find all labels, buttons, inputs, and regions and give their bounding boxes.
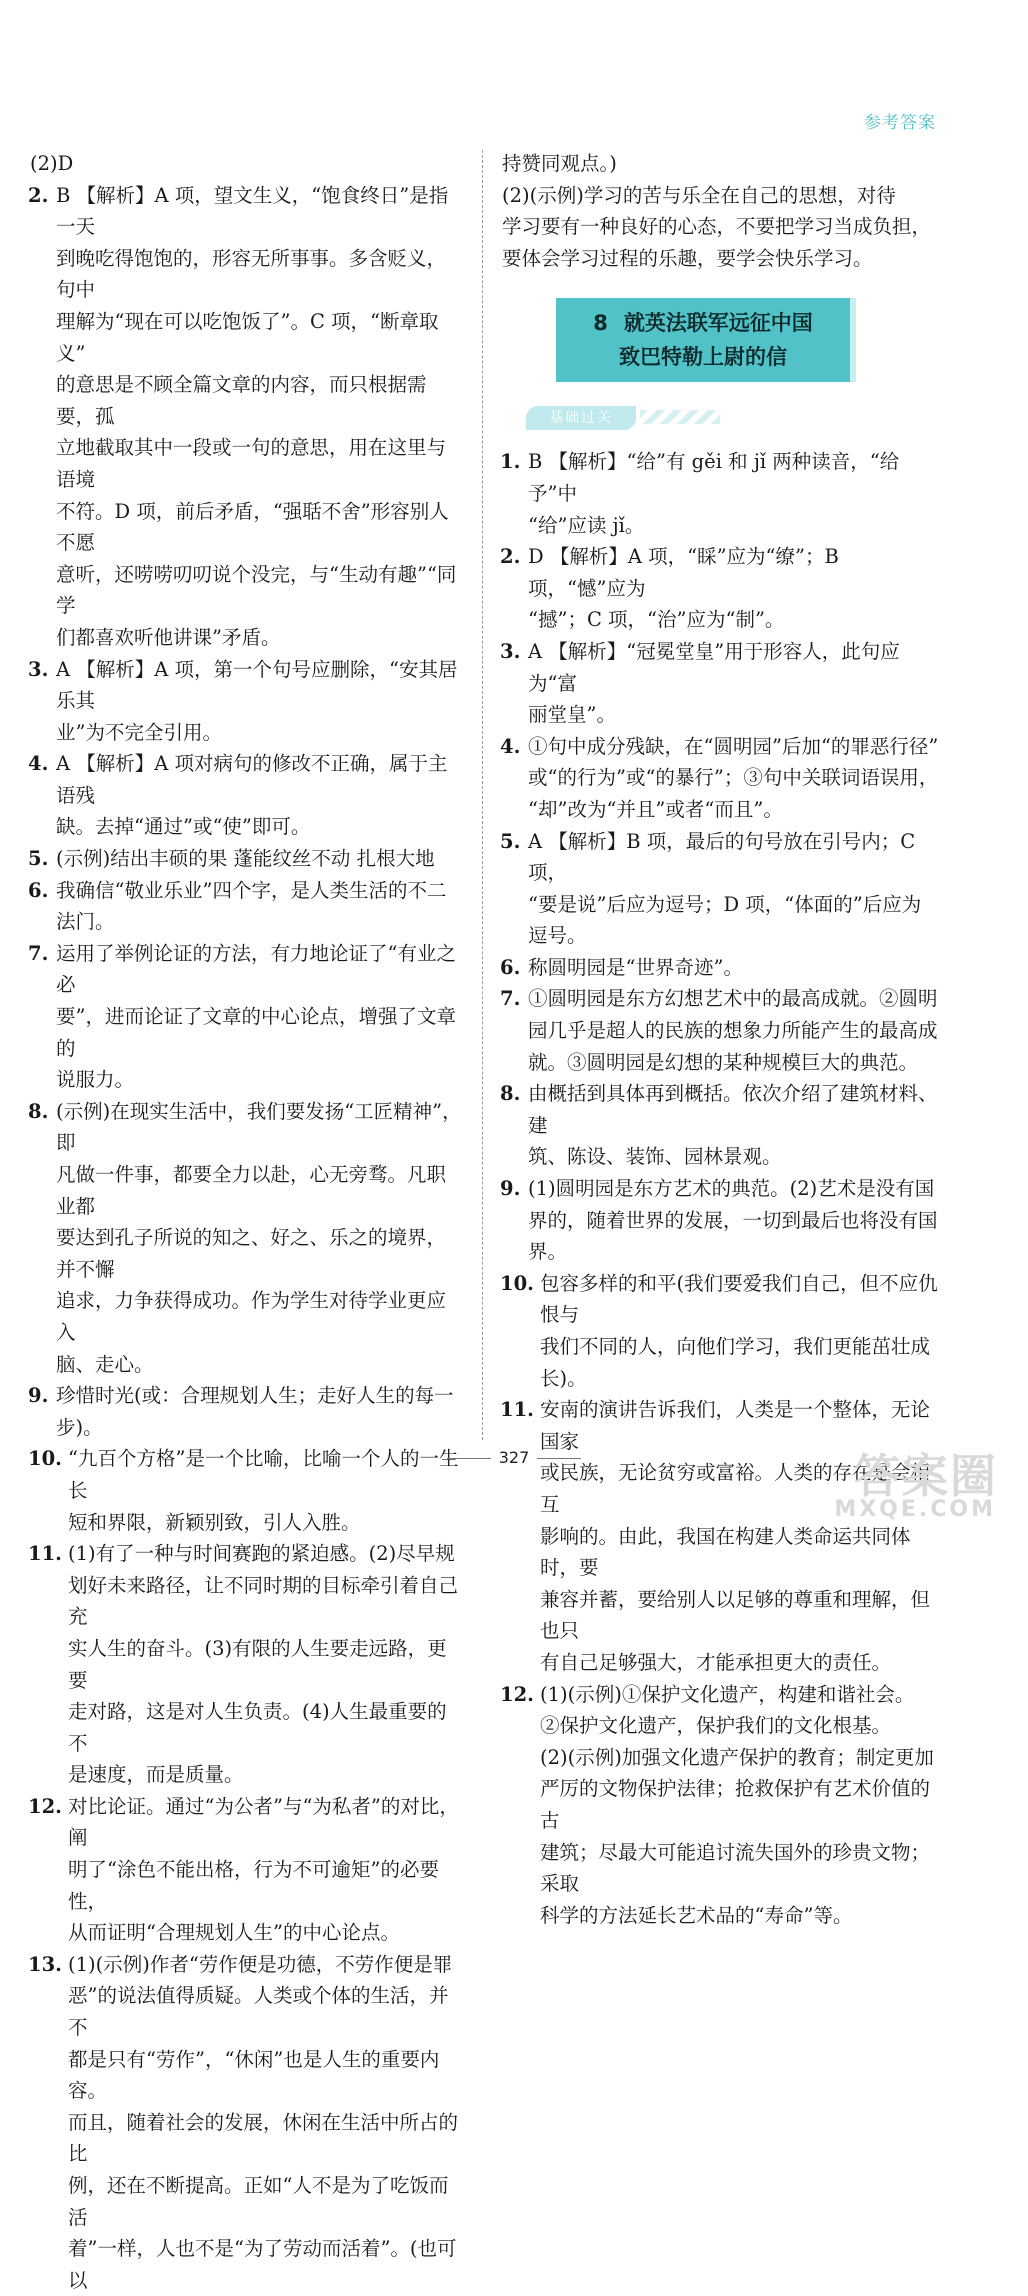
answer-number: 9. bbox=[28, 1384, 49, 1408]
section-title-2: 致巴特勒上尉的信 bbox=[619, 345, 787, 370]
answer-number: 5. bbox=[500, 829, 521, 853]
answer-line: “撼”；C 项，“治”应为“制”。 bbox=[528, 608, 785, 632]
answer-number: 4. bbox=[28, 752, 49, 776]
answer-line: 说服力。 bbox=[56, 1068, 135, 1092]
answer-line: 严厉的文物保护法律；抢救保护有艺术价值的古 bbox=[540, 1777, 931, 1832]
answer-line: 不符。D 项，前后矛盾，“强聒不舍”形容别人不愿 bbox=[56, 499, 449, 555]
right-top-continuation bbox=[500, 148, 940, 274]
answer-number: 12. bbox=[28, 1794, 62, 1818]
answer-line: 我们不同的人，向他们学习，我们更能茁壮成长)。 bbox=[540, 1335, 931, 1390]
answer-line: 要”，进而论证了文章的中心论点，增强了文章的 bbox=[56, 1005, 456, 1060]
answer-line: 法门。 bbox=[56, 910, 115, 934]
page-number-text: 327 bbox=[498, 1448, 530, 1467]
answer-line: 或民族，无论贫穷或富裕。人类的存在是会相互 bbox=[540, 1461, 931, 1516]
watermark-main: 答案圈 bbox=[854, 1449, 998, 1503]
left-answer-item bbox=[28, 1791, 465, 1949]
answer-line: (2)(示例)学习的苦与乐全在自己的思想，对待 bbox=[502, 183, 896, 207]
answer-line: B 【解析】“给”有 gěi 和 jǐ 两种读音，“给予”中 bbox=[528, 450, 900, 505]
section-number: 8 bbox=[593, 311, 608, 336]
answer-number: 13. bbox=[28, 1952, 62, 1976]
answer-line: ②保护文化遗产，保护我们的文化根基。 bbox=[540, 1714, 892, 1738]
right-answer-item bbox=[500, 731, 940, 826]
answer-line: 界的，随着世界的发展，一切到最后也将没有国界。 bbox=[528, 1208, 938, 1264]
answer-number: 5. bbox=[28, 847, 49, 871]
answer-line: 运用了举例论证的方法，有力地论证了“有业之必 bbox=[56, 941, 456, 997]
answer-line: 有自己足够强大，才能承担更大的责任。 bbox=[540, 1650, 892, 1674]
left-answer-item bbox=[28, 875, 465, 938]
right-column bbox=[500, 148, 940, 1931]
left-answer-item bbox=[28, 938, 465, 1096]
answer-line: 就。③圆明园是幻想的某种规模巨大的典范。 bbox=[528, 1050, 919, 1074]
right-top-answer-item bbox=[500, 180, 940, 275]
left-answer-item bbox=[28, 843, 465, 875]
sub-heading-wrap bbox=[500, 400, 940, 440]
answer-line: 的意思是不顾全篇文章的内容，而只根据需要，孤 bbox=[56, 373, 427, 428]
section-title-box bbox=[556, 298, 856, 382]
right-answer-item bbox=[500, 541, 940, 636]
left-answer-item bbox=[28, 748, 465, 843]
answer-line: A 【解析】B 项，最后的句号放在引号内；C 项， bbox=[528, 829, 916, 885]
answer-number: 4. bbox=[500, 734, 521, 758]
answer-line: 由概括到具体再到概括。依次介绍了建筑材料、建 bbox=[528, 1082, 938, 1137]
left-answer-item bbox=[28, 180, 465, 654]
answer-line: 是速度，而是质量。 bbox=[68, 1763, 244, 1787]
answer-line: 学习要有一种良好的心态，不要把学习当成负担， bbox=[502, 215, 932, 239]
answer-line: 我确信“敬业乐业”四个字，是人类生活的不二 bbox=[56, 878, 447, 902]
answer-line: 实人生的奋斗。(3)有限的人生要走远路，更要 bbox=[68, 1636, 447, 1692]
right-answer-item bbox=[500, 1679, 940, 1932]
right-answer-item bbox=[500, 983, 940, 1078]
answer-line: (1)有了一种与时间赛跑的紧迫感。(2)尽早规 bbox=[68, 1542, 455, 1566]
left-answer-item bbox=[28, 1538, 465, 1791]
answer-line: 业”为不完全引用。 bbox=[56, 720, 222, 744]
answer-number: 8. bbox=[500, 1082, 521, 1106]
answer-line: 意听，还唠唠叨叨说个没完，与“生动有趣”“同学 bbox=[56, 562, 457, 618]
answer-line: 凡做一件事，都要全力以赴，心无旁骛。凡职业都 bbox=[56, 1163, 447, 1218]
right-answer-item bbox=[500, 1078, 940, 1173]
answer-line: 脑、走心。 bbox=[56, 1352, 154, 1376]
answer-line: “要是说”后应为逗号；D 项，“体面的”后应为 bbox=[528, 892, 922, 916]
answer-line: 持赞同观点。) bbox=[502, 152, 617, 175]
answer-line: 明了“涂色不能出格，行为不可逾矩”的必要性， bbox=[68, 1858, 439, 1913]
answer-line: 们都喜欢听他讲课”矛盾。 bbox=[56, 625, 281, 649]
answer-number: 12. bbox=[500, 1682, 534, 1706]
answer-line: 筑、陈设、装饰、园林景观。 bbox=[528, 1145, 782, 1169]
answer-line: (1)(示例)①保护文化遗产，构建和谐社会。 bbox=[540, 1682, 915, 1706]
answer-line: 称圆明园是“世界奇迹”。 bbox=[528, 955, 743, 979]
answer-line: ①句中成分残缺，在“圆明园”后加“的罪恶行径” bbox=[528, 734, 939, 758]
answer-line: 丽堂皇”。 bbox=[528, 703, 616, 727]
sub-heading-badge: 基础过关 bbox=[526, 406, 636, 430]
watermark-logo bbox=[816, 1440, 1006, 1522]
answer-number: 11. bbox=[28, 1542, 62, 1566]
answer-line: A 【解析】“冠冕堂皇”用于形容人，此句应为“富 bbox=[528, 639, 900, 695]
answer-line: 安南的演讲告诉我们，人类是一个整体，无论国家 bbox=[540, 1398, 931, 1453]
answer-line: B 【解析】A 项，望文生义，“饱食终日”是指一天 bbox=[56, 183, 449, 239]
right-answer-list bbox=[500, 446, 940, 1931]
answer-line: 逗号。 bbox=[528, 924, 587, 948]
answer-number: 8. bbox=[28, 1099, 49, 1123]
right-answer-item bbox=[500, 826, 940, 952]
answer-number: 9. bbox=[500, 1177, 521, 1201]
answer-number: 10. bbox=[500, 1271, 534, 1295]
answer-line: 科学的方法延长艺术品的“寿命”等。 bbox=[540, 1903, 853, 1927]
answer-line: 兼容并蓄，要给别人以足够的尊重和理解，但也只 bbox=[540, 1587, 931, 1643]
left-answer-item bbox=[28, 1949, 465, 2296]
answer-number: 6. bbox=[500, 955, 521, 979]
answer-line: A 【解析】A 项对病句的修改不正确，属于主语残 bbox=[56, 752, 448, 807]
right-answer-item bbox=[500, 636, 940, 731]
left-answer-item bbox=[28, 1380, 465, 1443]
answer-line: 缺。去掉“通过”或“使”即可。 bbox=[56, 815, 311, 839]
answer-line: 步)。 bbox=[56, 1415, 103, 1439]
answer-line: (1)(示例)作者“劳作便是功德，不劳作便是罪 bbox=[68, 1952, 453, 1976]
column-divider bbox=[482, 150, 483, 1440]
answer-number: 2. bbox=[28, 183, 49, 207]
answer-line: 追求，力争获得成功。作为学生对待学业更应入 bbox=[56, 1289, 447, 1344]
answer-number: 10. bbox=[28, 1447, 62, 1471]
answer-line: 短和界限，新颖别致，引人入胜。 bbox=[68, 1510, 361, 1534]
answer-line: “九百个方格”是一个比喻，比喻一个人的一生长 bbox=[68, 1447, 459, 1502]
answer-line: 包容多样的和平(我们要爱我们自己，但不应仇恨与 bbox=[540, 1271, 938, 1327]
right-answer-item bbox=[500, 1268, 940, 1394]
answer-number: 7. bbox=[500, 987, 521, 1011]
right-answer-item bbox=[500, 446, 940, 541]
answer-line: 建筑；尽最大可能追讨流失国外的珍贵文物；采取 bbox=[540, 1840, 931, 1896]
answer-line: (2)D bbox=[30, 152, 74, 175]
answer-line: 或“的行为”或“的暴行”；③句中关联词语误用， bbox=[528, 766, 939, 790]
answer-line: (1)圆明园是东方艺术的典范。(2)艺术是没有国 bbox=[528, 1177, 935, 1201]
answer-line: 珍惜时光(或：合理规划人生；走好人生的每一 bbox=[56, 1384, 454, 1408]
answer-line: ①圆明园是东方幻想艺术中的最高成就。②圆明 bbox=[528, 987, 938, 1011]
answer-line: 影响的。由此，我国在构建人类命运共同体时，要 bbox=[540, 1524, 911, 1580]
answer-line: A 【解析】A 项，第一个句号应删除，“安其居乐其 bbox=[56, 657, 458, 713]
left-answer-item bbox=[28, 1096, 465, 1380]
answer-line: 例，还在不断提高。正如“人不是为了吃饭而活 bbox=[68, 2174, 449, 2229]
answer-line: 都是只有“劳作”，“休闲”也是人生的重要内容。 bbox=[68, 2047, 440, 2103]
answer-line: (2)(示例)加强文化遗产保护的教育；制定更加 bbox=[540, 1745, 934, 1769]
header-tag: 参考答案 bbox=[864, 113, 936, 133]
answer-line: 走对路，这是对人生负责。(4)人生最重要的不 bbox=[68, 1700, 447, 1755]
answer-number: 3. bbox=[28, 657, 49, 681]
answer-line: 园几乎是超人的民族的想象力所能产生的最高成 bbox=[528, 1019, 938, 1043]
answer-line: “给”应读 jǐ。 bbox=[528, 513, 645, 537]
answer-line: 到晚吃得饱饱的，形容无所事事。多含贬义，句中 bbox=[56, 246, 447, 302]
answer-line: D 【解析】A 项，“睬”应为“缭”；B 项，“憾”应为 bbox=[528, 545, 839, 600]
answer-number: 1. bbox=[500, 450, 521, 474]
answer-line: 要体会学习过程的乐趣，要学会快乐学习。 bbox=[502, 246, 873, 270]
answer-number: 6. bbox=[28, 878, 49, 902]
left-answer-item bbox=[28, 148, 465, 180]
answer-line: 恶”的说法值得质疑。人类或个体的生活，并不 bbox=[68, 1984, 449, 2040]
answer-number: 2. bbox=[500, 545, 521, 569]
answer-line: 理解为“现在可以吃饱饭了”。C 项，“断章取义” bbox=[56, 309, 439, 365]
answer-line: (示例)在现实生活中，我们要发扬“工匠精神”，即 bbox=[56, 1099, 462, 1155]
answer-number: 7. bbox=[28, 941, 49, 965]
answer-line: 划好未来路径，让不同时期的目标牵引着自己充 bbox=[68, 1573, 459, 1629]
answer-line: 对比论证。通过“为公者”与“为私者”的对比，阐 bbox=[68, 1794, 459, 1850]
left-answer-item bbox=[28, 654, 465, 749]
answer-number: 11. bbox=[500, 1398, 534, 1422]
answer-line: 从而证明“合理规划人生”的中心论点。 bbox=[68, 1921, 400, 1945]
answer-line: 而且，随着社会的发展，休闲在生活中所占的比 bbox=[68, 2110, 459, 2166]
right-answer-item bbox=[500, 1173, 940, 1268]
watermark-sub: MXQE.COM bbox=[834, 1497, 996, 1522]
left-column bbox=[28, 148, 465, 2296]
answer-line: “却”改为“并且”或者“而且”。 bbox=[528, 797, 783, 821]
section-title-1: 就英法联军远征中国 bbox=[623, 311, 813, 336]
answer-number: 3. bbox=[500, 639, 521, 663]
answer-line: 要达到孔子所说的知之、好之、乐之的境界，并不懈 bbox=[56, 1226, 447, 1281]
sub-heading-stripes bbox=[640, 410, 720, 424]
right-answer-item bbox=[500, 1394, 940, 1678]
right-answer-item bbox=[500, 952, 940, 984]
answer-line: (示例)结出丰硕的果 蓬能纹丝不动 扎根大地 bbox=[56, 847, 435, 871]
section-title-line-1 bbox=[556, 306, 850, 340]
answer-line: 着”一样，人也不是“为了劳动而活着”。(也可以 bbox=[68, 2237, 457, 2292]
right-top-answer-item bbox=[500, 148, 940, 180]
answer-line: 立地截取其中一段或一句的意思，用在这里与语境 bbox=[56, 436, 447, 491]
